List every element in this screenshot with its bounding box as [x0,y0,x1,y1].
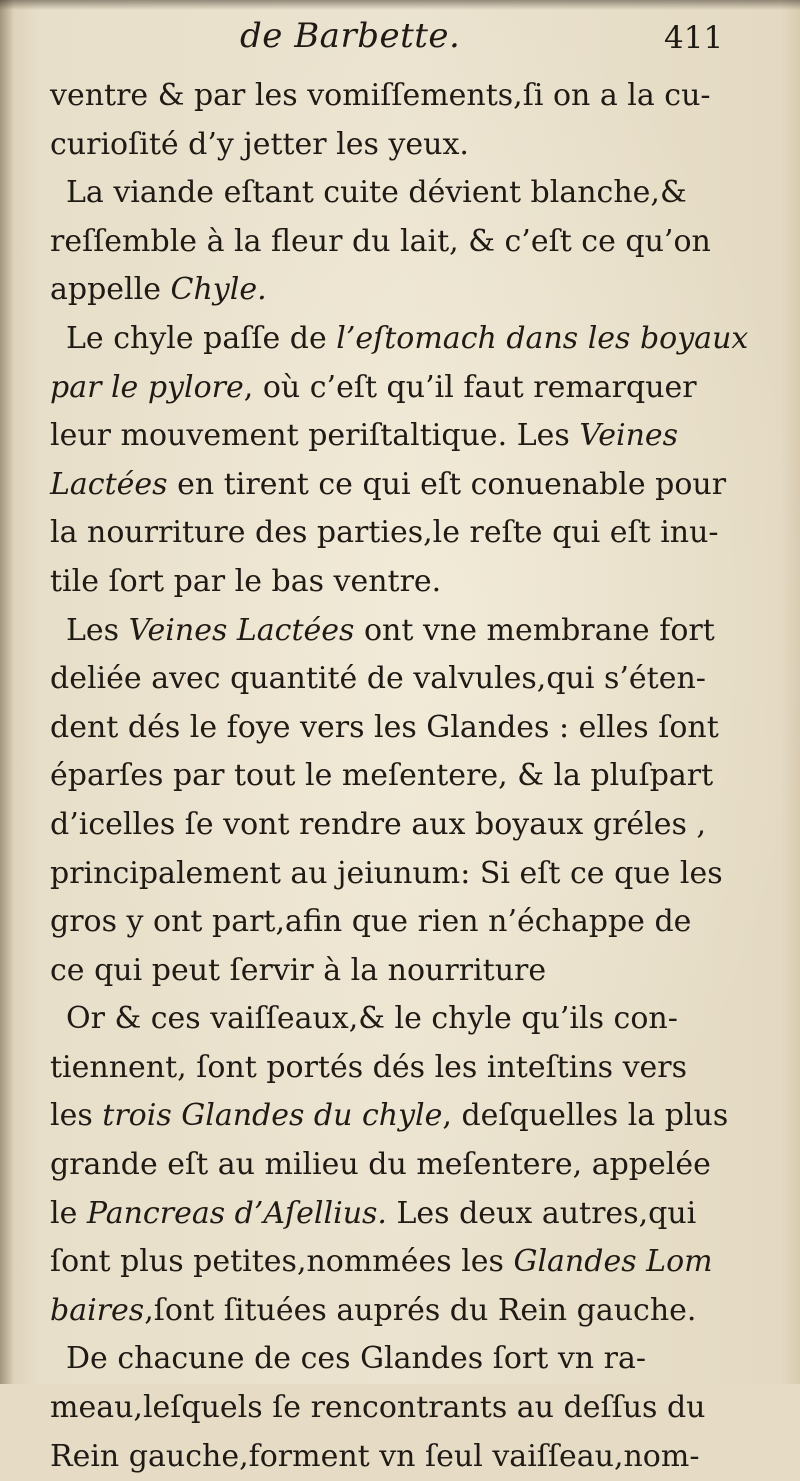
text-run: La viande eſtant cuite dévient blanche,& [66,175,687,211]
text-run: ont vne membrane fort [354,612,715,648]
text-run: gros y ont part,afin que rien n’échappe de [50,904,692,940]
text-run: Rein gauche,forment vn ſeul vaiſſeau,nom- [50,1438,700,1474]
page-number: 411 [664,20,724,56]
text-line [50,121,750,170]
italic-text-run: Lactées [50,466,168,502]
text-line [50,461,750,510]
body-text [50,72,750,1481]
text-line [50,850,750,899]
text-line [50,509,750,558]
text-line [50,558,750,607]
text-run: ce qui peut ſervir à la nourriture [50,952,547,988]
page-header [0,10,800,70]
text-run: appelle [50,272,171,308]
italic-text-run: trois Glandes du chyle [102,1098,443,1134]
spine-shadow [0,0,14,1384]
text-run: Les deux autres,qui [386,1195,697,1231]
text-run: Or & ces vaiſſeaux,& le chyle qu’ils con- [66,1001,678,1037]
italic-text-run: Veines [579,418,679,454]
text-line [50,607,750,656]
text-run: curioſité d’y jetter les yeux. [50,126,469,162]
text-run: d’icelles ſe vont rendre aux boyaux gréles , [50,806,706,842]
text-line [50,1092,750,1141]
text-line [50,218,750,267]
italic-text-run: Glandes Lom [513,1244,713,1280]
text-run: reſſemble à la fleur du lait, & c’eſt ce qu’on [50,223,711,259]
text-run: Le chyle paſſe de [66,320,337,356]
text-line [50,752,750,801]
text-line [50,1433,750,1481]
text-line [50,801,750,850]
text-run: dent dés le foye vers les Glandes : elles ſont [50,709,719,745]
text-run: meau,leſquels ſe rencontrants au deſſus du [50,1390,706,1426]
text-run: en tirent ce qui eſt conuenable pour [167,466,727,502]
text-run: grande eſt au milieu du meſentere, appelée [50,1147,711,1183]
text-line [50,1044,750,1093]
italic-text-run: Chyle. [170,272,267,308]
text-run: tile ſort par le bas ventre. [50,563,442,599]
text-line [50,72,750,121]
text-line [50,704,750,753]
text-run: ventre & par les vomiſſements,ſi on a la cu- [50,78,711,113]
text-line [50,947,750,996]
italic-text-run: baires [50,1292,145,1328]
italic-text-run: par le pylore [50,369,244,405]
text-line [50,364,750,413]
text-run: De chacune de ces Glandes ſort vn ra- [66,1341,646,1377]
italic-text-run: Pancreas d’Aſellius. [86,1195,387,1231]
text-line [50,1190,750,1239]
text-line [50,1141,750,1190]
text-line [50,655,750,704]
italic-text-run: Veines Lactées [128,612,355,648]
text-run: , où c’eſt qu’il faut remarquer [243,369,697,405]
text-run: , deſquelles la plus [442,1098,729,1134]
text-run: deliée avec quantité de valvules,qui s’éten- [50,661,706,697]
text-line [50,1238,750,1287]
text-run: ,ſont ſituées auprés du Rein gauche. [144,1292,697,1328]
text-line [50,898,750,947]
page-top-edge [0,0,800,10]
text-run: les [50,1098,103,1134]
text-line [50,315,750,364]
text-line [50,1384,750,1433]
text-run: éparſes par tout le meſentere, & la pluſpart [50,758,714,794]
text-run: le [50,1195,87,1231]
text-run: principalement au jeiunum: Si eſt ce que les [50,855,723,891]
running-head: de Barbette. [240,16,461,56]
text-run: tiennent, ſont portés dés les inteſtins vers [50,1049,688,1085]
text-line [50,412,750,461]
text-run: leur mouvement periſtaltique. Les [50,418,580,454]
text-run: la nourriture des parties,le reſte qui eſt inu- [50,515,719,551]
text-line [50,266,750,315]
text-run: ſont plus petites,nommées les [50,1244,514,1280]
text-line [50,1287,750,1336]
text-line [50,169,750,218]
text-line [50,1335,750,1384]
text-run: Les [66,612,129,648]
text-line [50,995,750,1044]
italic-text-run: l’eſtomach dans les boyaux [336,320,749,356]
